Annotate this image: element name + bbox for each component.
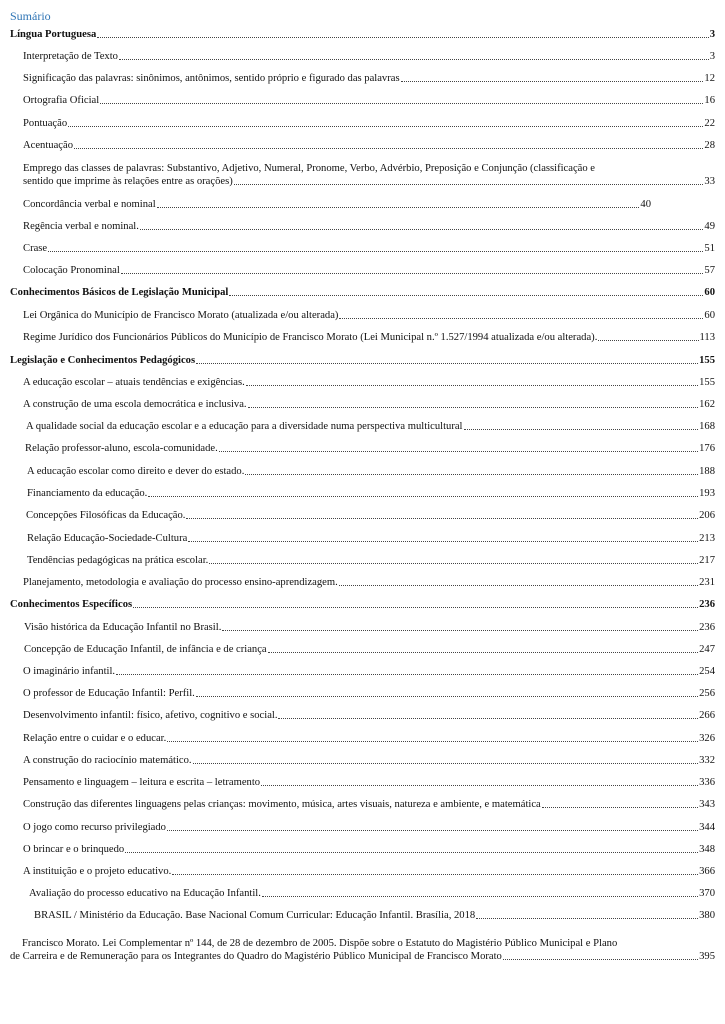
toc-page-number: 3 bbox=[709, 51, 715, 62]
dot-leader bbox=[245, 474, 698, 475]
toc-title: Sumário bbox=[10, 9, 51, 23]
toc-page-number: 49 bbox=[704, 221, 715, 232]
toc-page-number: 16 bbox=[704, 95, 715, 106]
dot-leader bbox=[97, 37, 708, 38]
dot-leader bbox=[167, 830, 698, 831]
toc-entry[interactable] bbox=[23, 331, 715, 344]
toc-entry[interactable] bbox=[29, 887, 715, 900]
toc-entry[interactable] bbox=[23, 687, 715, 700]
dot-leader bbox=[188, 541, 698, 542]
toc-entry-label: Conhecimentos Específicos bbox=[10, 599, 133, 610]
toc-entry-label-cont: sentido que imprime às relações entre as orações) bbox=[23, 176, 233, 187]
toc-entry-label: O imaginário infantil. bbox=[23, 666, 116, 677]
toc-entry-label: Avaliação do processo educativo na Educação Infantil. bbox=[29, 888, 261, 899]
toc-entry[interactable] bbox=[34, 909, 715, 922]
toc-page-number: 12 bbox=[704, 73, 715, 84]
toc-entry[interactable] bbox=[27, 465, 715, 478]
toc-page-number: 206 bbox=[699, 510, 715, 521]
toc-entry[interactable] bbox=[23, 732, 715, 745]
toc-entry-label: Lei Orgânica do Município de Francisco Morato (atualizada e/ou alterada) bbox=[23, 310, 339, 321]
toc-page-number: 213 bbox=[699, 533, 715, 544]
toc-page-number: 247 bbox=[699, 644, 715, 655]
toc-entry[interactable] bbox=[23, 72, 715, 85]
dot-leader bbox=[186, 518, 698, 519]
dot-leader bbox=[464, 429, 699, 430]
toc-page-number: 60 bbox=[704, 310, 715, 321]
toc-page-number: 348 bbox=[699, 844, 715, 855]
dot-leader bbox=[246, 385, 698, 386]
dot-leader bbox=[542, 807, 698, 808]
toc-section[interactable] bbox=[10, 286, 715, 299]
toc-entry-label: Relação professor-aluno, escola-comunidade. bbox=[25, 443, 218, 454]
toc-page-number: 326 bbox=[699, 733, 715, 744]
toc-entry[interactable] bbox=[26, 509, 715, 522]
toc-entry[interactable] bbox=[23, 798, 715, 811]
toc-page-number: 155 bbox=[699, 355, 715, 366]
dot-leader bbox=[262, 896, 698, 897]
toc-entry[interactable] bbox=[23, 821, 715, 834]
toc-page-number: 155 bbox=[699, 377, 715, 388]
toc-page-number: 236 bbox=[699, 622, 715, 633]
toc-entry[interactable] bbox=[23, 117, 715, 130]
toc-entry-label: O professor de Educação Infantil: Perfil. bbox=[23, 688, 195, 699]
toc-page-number: 60 bbox=[704, 287, 715, 298]
dot-leader bbox=[125, 852, 698, 853]
toc-entry-label: Relação Educação-Sociedade-Cultura bbox=[27, 533, 188, 544]
toc-entry-label: Francisco Morato. Lei Complementar nº 144, de 28 de dezembro de 2005. Dispõe sobre o Estatuto do Magistério Público Municipal e Plano bbox=[22, 938, 618, 949]
toc-page-number: 22 bbox=[704, 118, 715, 129]
toc-entry-label: O brincar e o brinquedo bbox=[23, 844, 125, 855]
toc-entry-label: Construção das diferentes linguagens pelas crianças: movimento, música, artes visuais, natureza e ambiente, e matemática bbox=[23, 799, 541, 810]
toc-entry-label: Acentuação bbox=[23, 140, 73, 151]
toc-entry-label: BRASIL / Ministério da Educação. Base Nacional Comum Curricular: Educação Infantil. Brasília, 2018 bbox=[34, 910, 476, 921]
toc-page-number: 336 bbox=[699, 777, 715, 788]
toc-page-number: 217 bbox=[699, 555, 715, 566]
dot-leader bbox=[209, 563, 698, 564]
dot-leader bbox=[339, 318, 703, 319]
dot-leader bbox=[476, 918, 698, 919]
dot-leader bbox=[598, 340, 698, 341]
toc-entry-label: Língua Portuguesa bbox=[10, 29, 97, 40]
toc-entry[interactable] bbox=[23, 264, 715, 277]
toc-entry-label: Desenvolvimento infantil: físico, afetivo, cognitivo e social. bbox=[23, 710, 278, 721]
toc-entry-label: Pontuação bbox=[23, 118, 68, 129]
toc-entry-label: A construção do raciocínio matemático. bbox=[23, 755, 192, 766]
dot-leader bbox=[248, 407, 699, 408]
toc-page-number: 188 bbox=[699, 466, 715, 477]
dot-leader bbox=[196, 363, 698, 364]
toc-entry-label: Financiamento da educação. bbox=[27, 488, 148, 499]
toc-page-number: 51 bbox=[704, 243, 715, 254]
dot-leader bbox=[268, 652, 698, 653]
toc-entry-label: Tendências pedagógicas na prática escolar. bbox=[27, 555, 209, 566]
toc-entry[interactable] bbox=[27, 554, 715, 567]
toc-page-number: 236 bbox=[699, 599, 715, 610]
toc-entry-label: Crase bbox=[23, 243, 48, 254]
toc-entry-label: Conhecimentos Básicos de Legislação Municipal bbox=[10, 287, 229, 298]
toc-entry[interactable] bbox=[23, 754, 715, 767]
toc-page-number: 395 bbox=[699, 951, 715, 962]
dot-leader bbox=[278, 718, 698, 719]
toc-page-number: 162 bbox=[699, 399, 715, 410]
dot-leader bbox=[68, 126, 703, 127]
toc-entry[interactable] bbox=[23, 162, 715, 188]
toc-entry[interactable] bbox=[23, 198, 651, 211]
dot-leader bbox=[167, 741, 698, 742]
toc-section[interactable] bbox=[10, 28, 715, 41]
toc-entry[interactable] bbox=[23, 398, 715, 411]
toc-entry-label: A educação escolar – atuais tendências e exigências. bbox=[23, 377, 245, 388]
dot-leader bbox=[229, 295, 703, 296]
dot-leader bbox=[48, 251, 703, 252]
toc-page-number: 176 bbox=[699, 443, 715, 454]
dot-leader bbox=[140, 229, 704, 230]
toc-page bbox=[10, 8, 715, 962]
toc-page-number: 344 bbox=[699, 822, 715, 833]
dot-leader bbox=[234, 184, 704, 185]
dot-leader bbox=[100, 103, 703, 104]
toc-page-number: 266 bbox=[699, 710, 715, 721]
dot-leader bbox=[74, 148, 703, 149]
toc-section[interactable] bbox=[10, 598, 715, 611]
toc-entry[interactable] bbox=[23, 139, 715, 152]
dot-leader bbox=[401, 81, 704, 82]
dot-leader bbox=[172, 874, 698, 875]
toc-entry-label: Pensamento e linguagem – leitura e escrita – letramento bbox=[23, 777, 261, 788]
toc-entry-label-cont: de Carreira e de Remuneração para os Integrantes do Quadro do Magistério Público Municipal de Francisco Morato bbox=[10, 951, 502, 962]
toc-page-number: 370 bbox=[699, 888, 715, 899]
toc-entry[interactable] bbox=[23, 50, 715, 63]
dot-leader bbox=[133, 607, 698, 608]
toc-page-number: 380 bbox=[699, 910, 715, 921]
toc-entry[interactable] bbox=[23, 220, 715, 233]
toc-page-number: 256 bbox=[699, 688, 715, 699]
toc-section[interactable] bbox=[10, 354, 715, 367]
dot-leader bbox=[261, 785, 698, 786]
dot-leader bbox=[339, 585, 698, 586]
toc-entry[interactable] bbox=[23, 576, 715, 589]
toc-entry-label: A instituição e o projeto educativo. bbox=[23, 866, 172, 877]
dot-leader bbox=[196, 696, 698, 697]
toc-entry[interactable] bbox=[24, 643, 715, 656]
toc-entry-label: Relação entre o cuidar e o educar. bbox=[23, 733, 167, 744]
toc-entry[interactable] bbox=[27, 532, 715, 545]
dot-leader bbox=[116, 674, 698, 675]
toc-entry-label: Legislação e Conhecimentos Pedagógicos bbox=[10, 355, 196, 366]
toc-page-number: 343 bbox=[699, 799, 715, 810]
toc-entry[interactable] bbox=[23, 665, 715, 678]
toc-page-number: 332 bbox=[699, 755, 715, 766]
toc-entry[interactable] bbox=[25, 442, 715, 455]
dot-leader bbox=[148, 496, 698, 497]
toc-page-number: 254 bbox=[699, 666, 715, 677]
toc-entry-label: Significação das palavras: sinônimos, antônimos, sentido próprio e figurado das palavras bbox=[23, 73, 400, 84]
toc-entry-label: Emprego das classes de palavras: Substantivo, Adjetivo, Numeral, Pronome, Verbo, Advérbio, Preposição e Conjunção (classificação e bbox=[23, 163, 596, 174]
toc-entry-label: A qualidade social da educação escolar e a educação para a diversidade numa perspectiva multicultural bbox=[26, 421, 463, 432]
toc-entry-label: A construção de uma escola democrática e inclusiva. bbox=[23, 399, 247, 410]
toc-entry-label: O jogo como recurso privilegiado bbox=[23, 822, 166, 833]
toc-entry[interactable] bbox=[23, 94, 715, 107]
toc-entry-label: Visão histórica da Educação Infantil no Brasil. bbox=[24, 622, 222, 633]
dot-leader bbox=[193, 763, 699, 764]
toc-entry[interactable] bbox=[23, 242, 715, 255]
toc-page-number: 193 bbox=[699, 488, 715, 499]
toc-page-number: 3 bbox=[709, 29, 715, 40]
toc-entry-label: Concepção de Educação Infantil, de infância e de criança bbox=[24, 644, 267, 655]
toc-page-number: 231 bbox=[699, 577, 715, 588]
toc-entry-label: Planejamento, metodologia e avaliação do processo ensino-aprendizagem. bbox=[23, 577, 338, 588]
toc-entry-label: Ortografia Oficial bbox=[23, 95, 100, 106]
toc-entry-label: Regência verbal e nominal. bbox=[23, 221, 139, 232]
dot-leader bbox=[121, 273, 704, 274]
dot-leader bbox=[119, 59, 709, 60]
dot-leader bbox=[219, 451, 698, 452]
dot-leader bbox=[157, 207, 640, 208]
dot-leader bbox=[222, 630, 698, 631]
toc-page-number: 40 bbox=[640, 199, 651, 210]
toc-entry-label: A educação escolar como direito e dever do estado. bbox=[27, 466, 245, 477]
toc-page-number: 113 bbox=[699, 332, 715, 343]
toc-entry[interactable] bbox=[23, 843, 715, 856]
toc-page-number: 28 bbox=[704, 140, 715, 151]
toc-entry[interactable] bbox=[23, 709, 715, 722]
toc-page-number: 366 bbox=[699, 866, 715, 877]
toc-entry[interactable] bbox=[23, 776, 715, 789]
toc-entry-label: Colocação Pronominal bbox=[23, 265, 120, 276]
toc-entry-label: Interpretação de Texto bbox=[23, 51, 118, 62]
toc-entry[interactable] bbox=[23, 309, 715, 322]
toc-entry[interactable] bbox=[27, 487, 715, 500]
toc-entry[interactable] bbox=[26, 420, 715, 433]
toc-entry-label: Concepções Filosóficas da Educação. bbox=[26, 510, 186, 521]
toc-page-number: 168 bbox=[699, 421, 715, 432]
toc-entry[interactable] bbox=[24, 621, 715, 634]
toc-entry[interactable] bbox=[23, 376, 715, 389]
toc-entry-label: Concordância verbal e nominal bbox=[23, 199, 156, 210]
toc-entry[interactable] bbox=[23, 865, 715, 878]
toc-entry[interactable] bbox=[10, 937, 715, 963]
dot-leader bbox=[503, 959, 698, 960]
toc-entry-label: Regime Jurídico dos Funcionários Públicos do Município de Francisco Morato (Lei Municipal n.º 1.527/1994 atualizada e/ou alterada). bbox=[23, 332, 598, 343]
toc-page-number: 33 bbox=[704, 176, 715, 187]
toc-page-number: 57 bbox=[704, 265, 715, 276]
